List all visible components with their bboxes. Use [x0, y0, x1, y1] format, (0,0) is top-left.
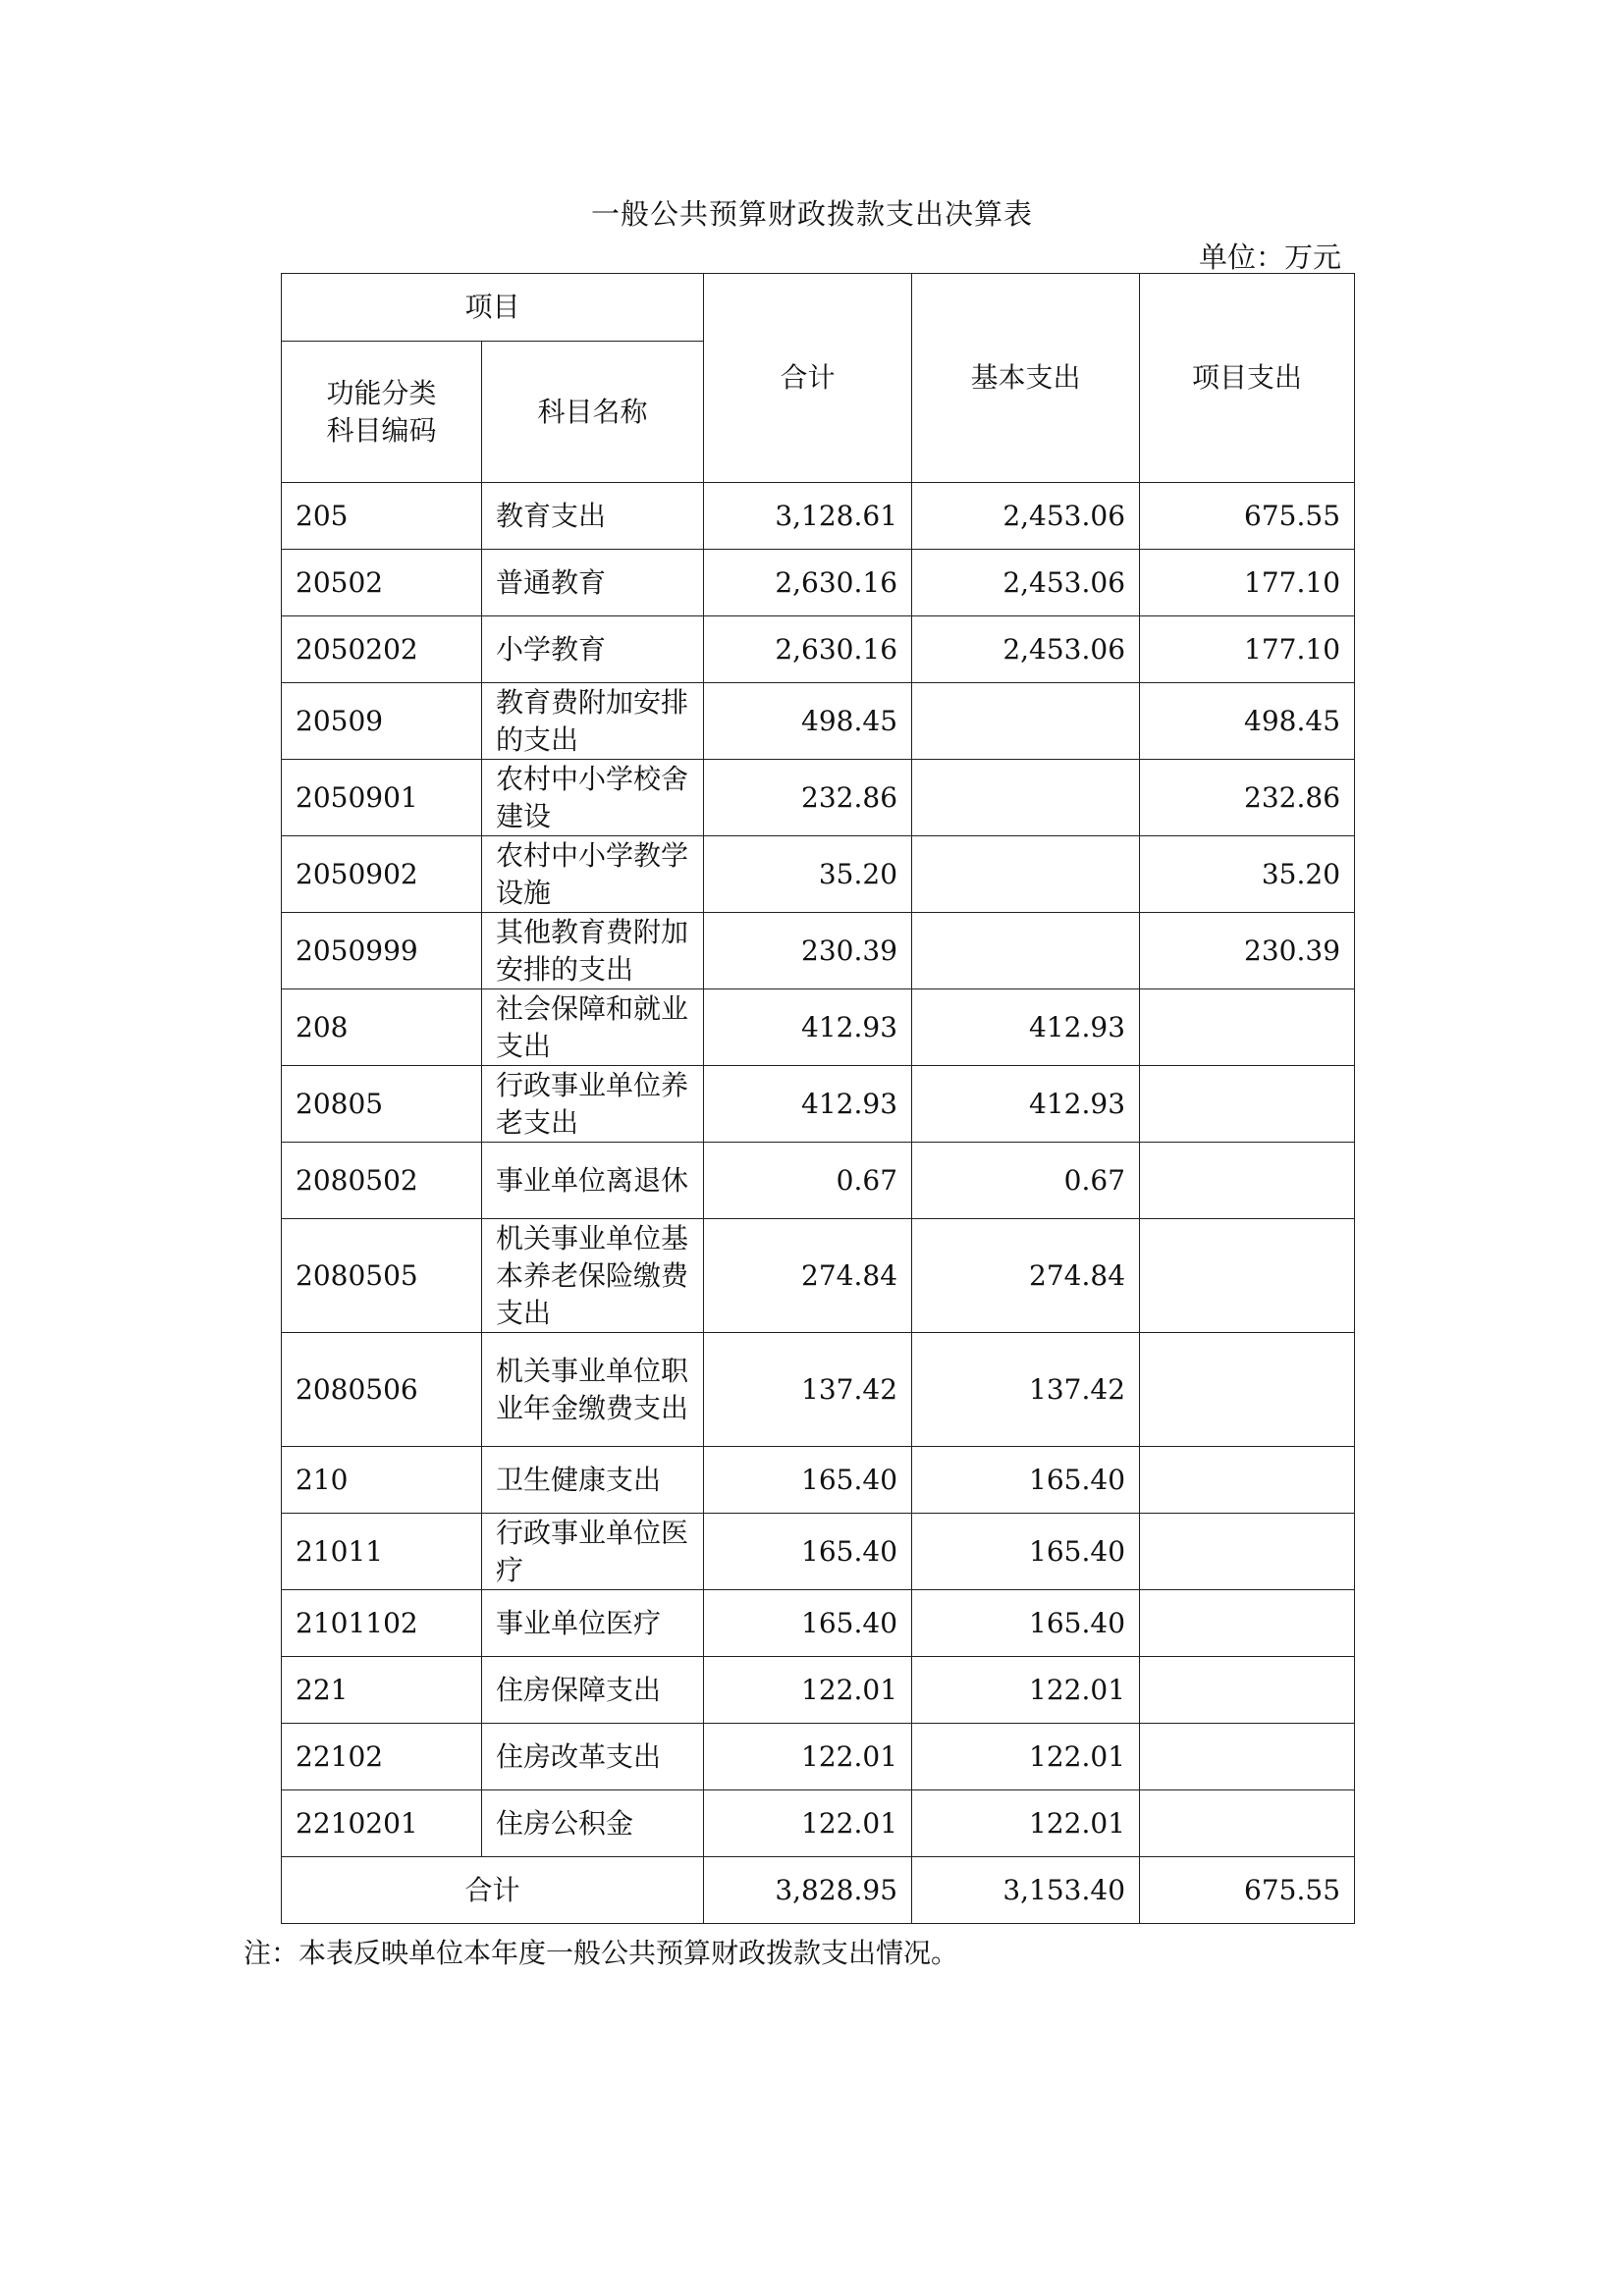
table-row: [282, 1066, 1355, 1143]
cell-basic: 2,453.06: [912, 550, 1140, 616]
cell-code: 20805: [282, 1066, 482, 1143]
cell-basic: 122.01: [912, 1790, 1140, 1857]
cell-total: 274.84: [704, 1219, 912, 1333]
cell-total: 232.86: [704, 760, 912, 836]
cell-name: 行政事业单位养老支出: [482, 1066, 704, 1143]
cell-total: 35.20: [704, 836, 912, 913]
table-row: [282, 1219, 1355, 1333]
cell-project: [1140, 1790, 1355, 1857]
table-row: [282, 836, 1355, 913]
cell-code: 205: [282, 483, 482, 550]
cell-basic: 0.67: [912, 1143, 1140, 1219]
table-row: [282, 616, 1355, 683]
table-note: 注：本表反映单位本年度一般公共预算财政拨款支出情况。: [244, 1937, 959, 1969]
cell-basic: [912, 683, 1140, 760]
table-row: [282, 1143, 1355, 1219]
table-row: [282, 1724, 1355, 1790]
cell-total: 122.01: [704, 1790, 912, 1857]
cell-total: 165.40: [704, 1514, 912, 1590]
header-item: 项目: [282, 274, 704, 342]
cell-total: 412.93: [704, 1066, 912, 1143]
cell-project: [1140, 1514, 1355, 1590]
cell-name: 机关事业单位职业年金缴费支出: [482, 1333, 704, 1447]
cell-total: 165.40: [704, 1590, 912, 1657]
cell-total: 412.93: [704, 989, 912, 1066]
table-row: [282, 1333, 1355, 1447]
cell-name: 教育费附加安排的支出: [482, 683, 704, 760]
totals-total: 3,828.95: [704, 1857, 912, 1924]
cell-total: 165.40: [704, 1447, 912, 1514]
cell-basic: 165.40: [912, 1447, 1140, 1514]
unit-label: 单位：万元: [1198, 240, 1341, 274]
cell-code: 2050901: [282, 760, 482, 836]
cell-project: 177.10: [1140, 550, 1355, 616]
cell-basic: 2,453.06: [912, 616, 1140, 683]
cell-code: 208: [282, 989, 482, 1066]
totals-row: [282, 1857, 1355, 1924]
cell-project: 230.39: [1140, 913, 1355, 989]
cell-basic: 122.01: [912, 1657, 1140, 1724]
cell-name: 住房保障支出: [482, 1657, 704, 1724]
cell-code: 2050202: [282, 616, 482, 683]
cell-code: 20509: [282, 683, 482, 760]
cell-project: [1140, 1724, 1355, 1790]
cell-project: [1140, 1590, 1355, 1657]
cell-basic: 412.93: [912, 989, 1140, 1066]
cell-name: 行政事业单位医疗: [482, 1514, 704, 1590]
cell-name: 住房公积金: [482, 1790, 704, 1857]
cell-code: 22102: [282, 1724, 482, 1790]
cell-total: 2,630.16: [704, 616, 912, 683]
budget-table: [281, 273, 1355, 1924]
cell-project: [1140, 1657, 1355, 1724]
cell-name: 教育支出: [482, 483, 704, 550]
table-row: [282, 1590, 1355, 1657]
cell-code: 2080505: [282, 1219, 482, 1333]
cell-basic: 412.93: [912, 1066, 1140, 1143]
cell-project: 232.86: [1140, 760, 1355, 836]
cell-name: 住房改革支出: [482, 1724, 704, 1790]
cell-total: 3,128.61: [704, 483, 912, 550]
totals-label: 合计: [282, 1857, 704, 1924]
cell-name: 社会保障和就业支出: [482, 989, 704, 1066]
cell-basic: 165.40: [912, 1514, 1140, 1590]
cell-name: 机关事业单位基本养老保险缴费支出: [482, 1219, 704, 1333]
cell-name: 普通教育: [482, 550, 704, 616]
cell-name: 小学教育: [482, 616, 704, 683]
cell-code: 2050999: [282, 913, 482, 989]
header-name: 科目名称: [482, 342, 704, 483]
cell-total: 498.45: [704, 683, 912, 760]
table-row: [282, 1514, 1355, 1590]
cell-project: [1140, 1143, 1355, 1219]
cell-code: 221: [282, 1657, 482, 1724]
cell-project: [1140, 1219, 1355, 1333]
header-basic: 基本支出: [912, 274, 1140, 483]
cell-basic: 274.84: [912, 1219, 1140, 1333]
totals-basic: 3,153.40: [912, 1857, 1140, 1924]
cell-project: 177.10: [1140, 616, 1355, 683]
cell-name: 农村中小学校舍建设: [482, 760, 704, 836]
table-row: [282, 1657, 1355, 1724]
header-code: 功能分类 科目编码: [282, 342, 482, 483]
cell-code: 21011: [282, 1514, 482, 1590]
cell-name: 其他教育费附加安排的支出: [482, 913, 704, 989]
cell-project: [1140, 989, 1355, 1066]
cell-name: 事业单位离退休: [482, 1143, 704, 1219]
cell-project: [1140, 1333, 1355, 1447]
cell-basic: 165.40: [912, 1590, 1140, 1657]
cell-code: 2080502: [282, 1143, 482, 1219]
cell-total: 137.42: [704, 1333, 912, 1447]
cell-project: [1140, 1447, 1355, 1514]
table-row: [282, 683, 1355, 760]
header-project: 项目支出: [1140, 274, 1355, 483]
cell-total: 230.39: [704, 913, 912, 989]
table-row: [282, 550, 1355, 616]
cell-code: 210: [282, 1447, 482, 1514]
cell-basic: [912, 760, 1140, 836]
cell-total: 2,630.16: [704, 550, 912, 616]
cell-project: 498.45: [1140, 683, 1355, 760]
table-row: [282, 1790, 1355, 1857]
header-total: 合计: [704, 274, 912, 483]
cell-code: 2210201: [282, 1790, 482, 1857]
cell-project: 675.55: [1140, 483, 1355, 550]
cell-name: 农村中小学教学设施: [482, 836, 704, 913]
cell-name: 卫生健康支出: [482, 1447, 704, 1514]
table-title: 一般公共预算财政拨款支出决算表: [590, 197, 1033, 231]
table-row: [282, 483, 1355, 550]
table-row: [282, 913, 1355, 989]
table-row: [282, 989, 1355, 1066]
totals-project: 675.55: [1140, 1857, 1355, 1924]
table-row: [282, 760, 1355, 836]
cell-code: 20502: [282, 550, 482, 616]
cell-basic: 2,453.06: [912, 483, 1140, 550]
cell-basic: 122.01: [912, 1724, 1140, 1790]
table-row: [282, 1447, 1355, 1514]
cell-code: 2101102: [282, 1590, 482, 1657]
cell-total: 122.01: [704, 1657, 912, 1724]
cell-basic: [912, 836, 1140, 913]
cell-code: 2080506: [282, 1333, 482, 1447]
cell-basic: [912, 913, 1140, 989]
cell-project: 35.20: [1140, 836, 1355, 913]
cell-basic: 137.42: [912, 1333, 1140, 1447]
cell-total: 122.01: [704, 1724, 912, 1790]
cell-project: [1140, 1066, 1355, 1143]
cell-code: 2050902: [282, 836, 482, 913]
cell-name: 事业单位医疗: [482, 1590, 704, 1657]
cell-total: 0.67: [704, 1143, 912, 1219]
